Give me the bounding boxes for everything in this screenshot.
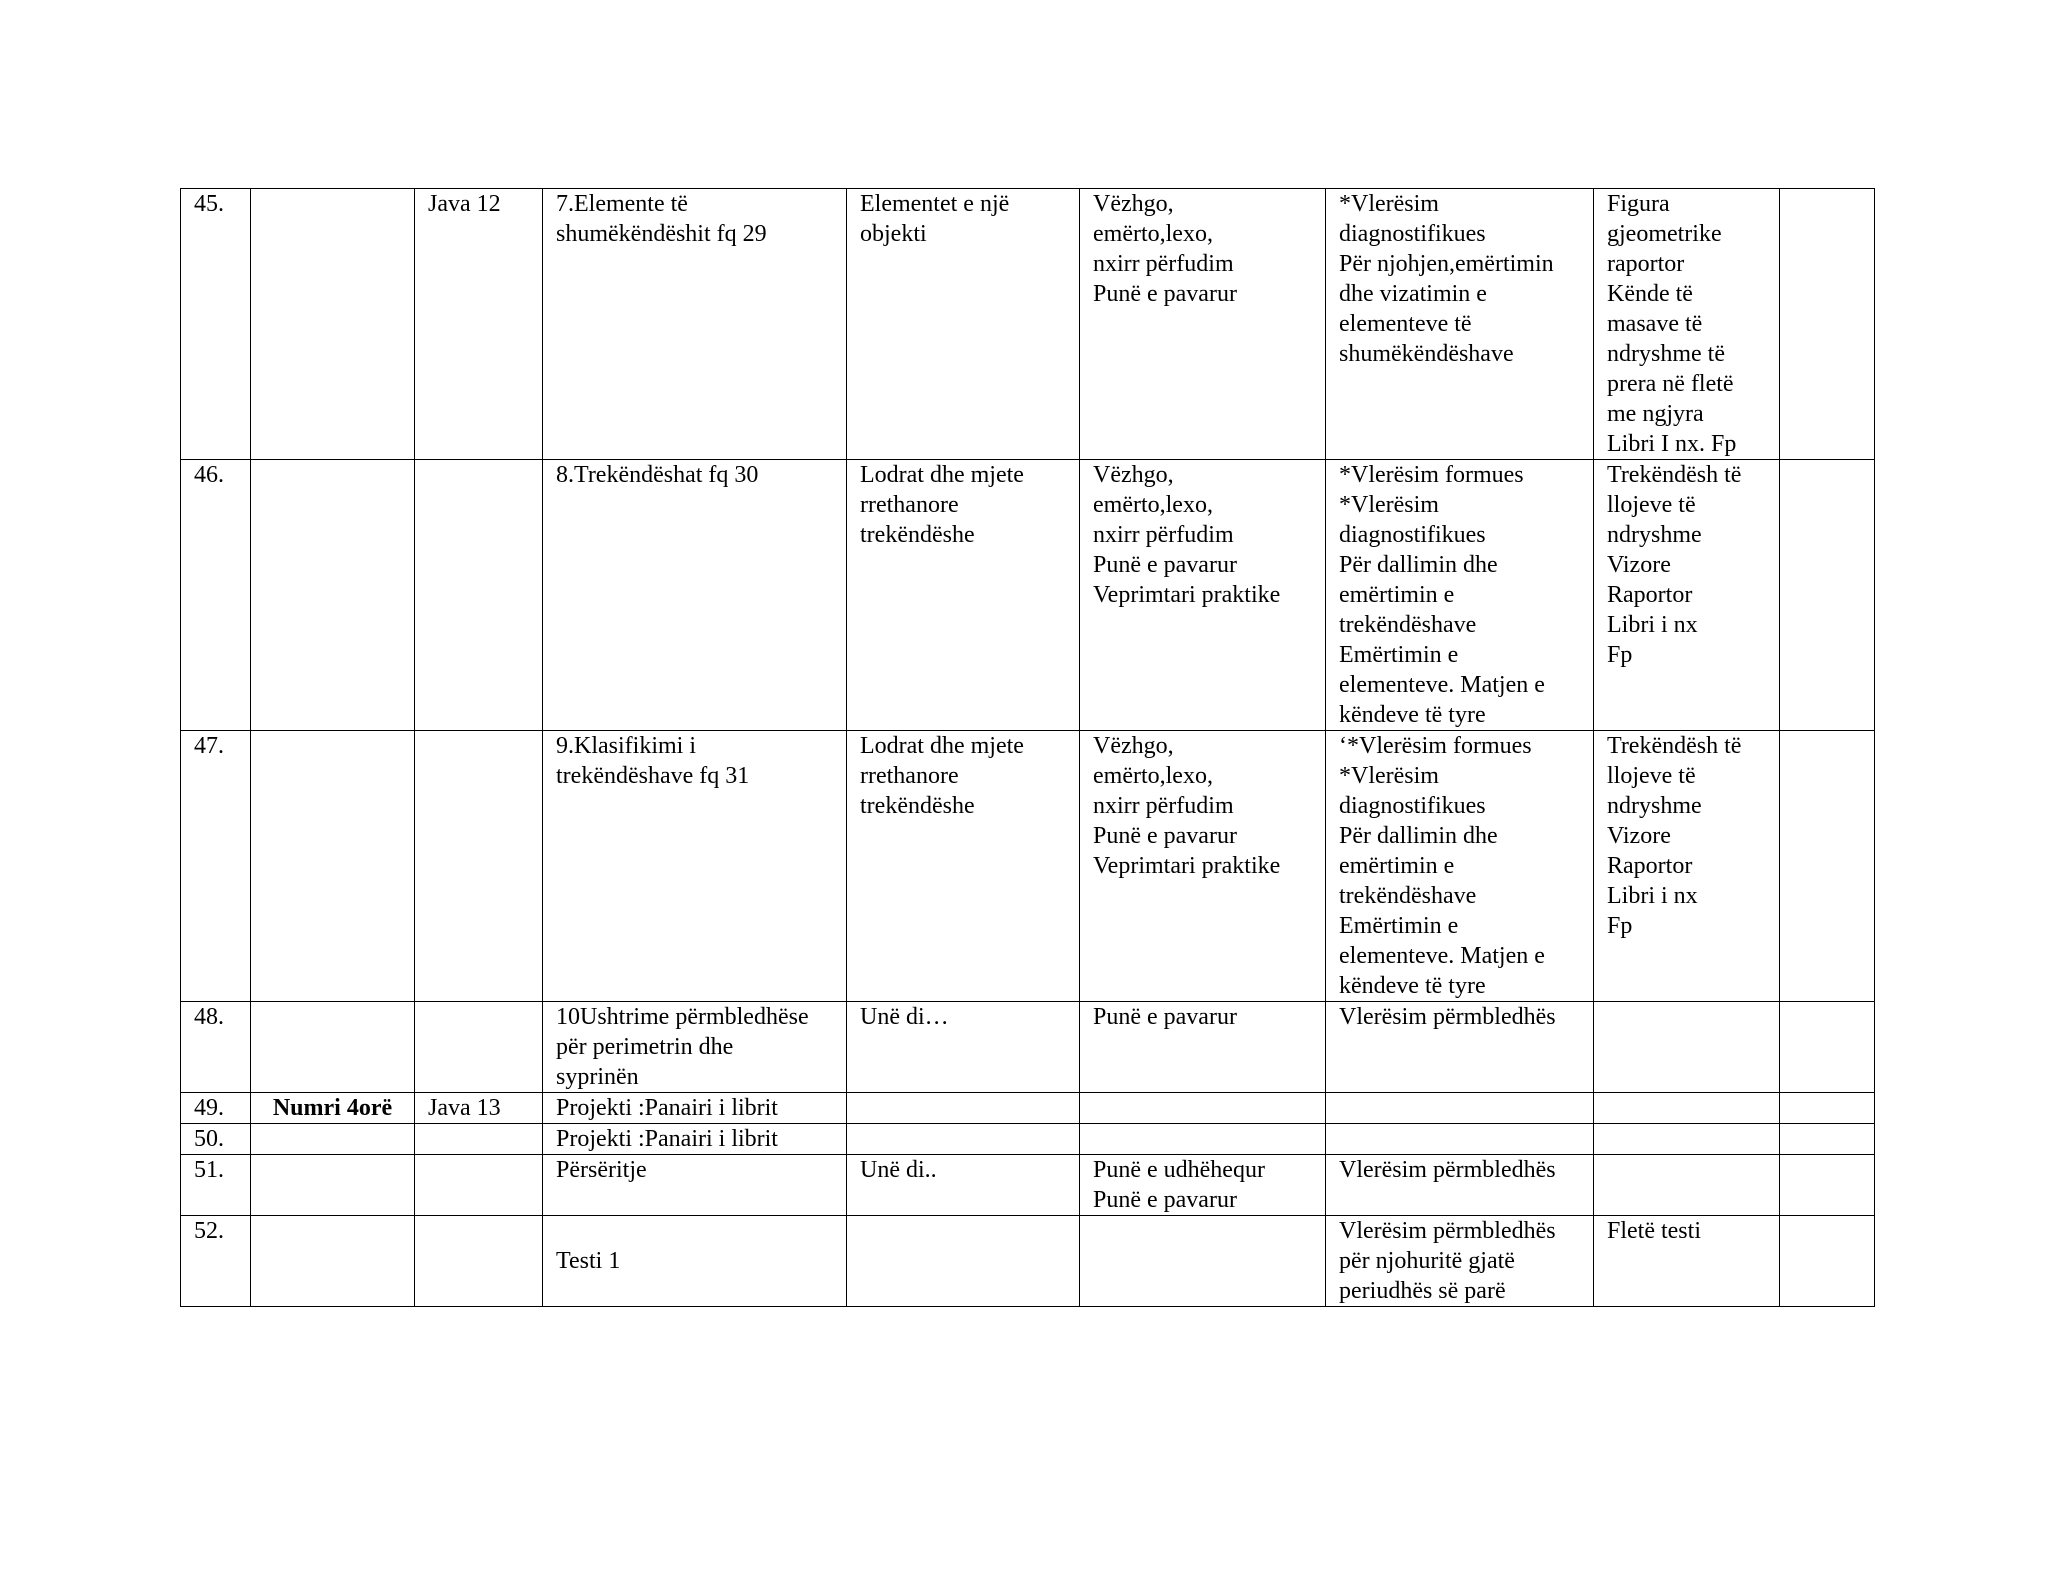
situation-cell <box>847 1093 1080 1124</box>
methods-cell <box>1080 1124 1326 1155</box>
week-cell <box>415 1124 543 1155</box>
resources-cell: Fletë testi <box>1594 1216 1780 1307</box>
lesson-cell: 9.Klasifikimi i trekëndëshave fq 31 <box>543 731 847 1002</box>
situation-cell <box>847 1124 1080 1155</box>
methods-cell: Vëzhgo, emërto,lexo, nxirr përfudim Punë e pavarur <box>1080 189 1326 460</box>
lesson-cell: Përsëritje <box>543 1155 847 1216</box>
methods-cell <box>1080 1216 1326 1307</box>
methods-cell: Vëzhgo, emërto,lexo, nxirr përfudim Punë e pavarur Veprimtari praktike <box>1080 460 1326 731</box>
week-cell: Java 12 <box>415 189 543 460</box>
situation-cell: Elementet e një objekti <box>847 189 1080 460</box>
assessment-cell: Vlerësim përmbledhës <box>1326 1155 1594 1216</box>
methods-cell: Punë e udhëhequr Punë e pavarur <box>1080 1155 1326 1216</box>
table-row <box>181 731 1875 1002</box>
table-row <box>181 1216 1875 1307</box>
notes-cell <box>1780 460 1875 731</box>
lesson-cell: Projekti :Panairi i librit <box>543 1093 847 1124</box>
lesson-cell: Testi 1 <box>543 1216 847 1307</box>
notes-cell <box>1780 1093 1875 1124</box>
resources-cell <box>1594 1002 1780 1093</box>
table-row <box>181 189 1875 460</box>
row-number: 46. <box>181 460 251 731</box>
notes-cell <box>1780 1216 1875 1307</box>
notes-cell <box>1780 1124 1875 1155</box>
week-cell <box>415 1216 543 1307</box>
resources-cell <box>1594 1093 1780 1124</box>
situation-cell <box>847 1216 1080 1307</box>
row-number: 45. <box>181 189 251 460</box>
lesson-cell: 8.Trekëndëshat fq 30 <box>543 460 847 731</box>
topic-area-cell: Numri 4orë <box>251 1093 415 1124</box>
row-number: 47. <box>181 731 251 1002</box>
lesson-plan-table <box>180 188 1875 1307</box>
notes-cell <box>1780 1155 1875 1216</box>
situation-cell: Lodrat dhe mjete rrethanore trekëndëshe <box>847 460 1080 731</box>
notes-cell <box>1780 1002 1875 1093</box>
resources-cell: Figura gjeometrike raportor Kënde të masave të ndryshme të prera në fletë me ngjyra Libri I nx. Fp <box>1594 189 1780 460</box>
table-row <box>181 1093 1875 1124</box>
row-number: 50. <box>181 1124 251 1155</box>
resources-cell <box>1594 1155 1780 1216</box>
row-number: 51. <box>181 1155 251 1216</box>
row-number: 52. <box>181 1216 251 1307</box>
assessment-cell: Vlerësim përmbledhës për njohuritë gjatë periudhës së parë <box>1326 1216 1594 1307</box>
resources-cell: Trekëndësh të llojeve të ndryshme Vizore Raportor Libri i nx Fp <box>1594 731 1780 1002</box>
resources-cell: Trekëndësh të llojeve të ndryshme Vizore Raportor Libri i nx Fp <box>1594 460 1780 731</box>
lesson-cell: 10Ushtrime përmbledhëse për perimetrin dhe syprinën <box>543 1002 847 1093</box>
week-cell <box>415 1002 543 1093</box>
week-cell <box>415 731 543 1002</box>
methods-cell: Vëzhgo, emërto,lexo, nxirr përfudim Punë e pavarur Veprimtari praktike <box>1080 731 1326 1002</box>
methods-cell <box>1080 1093 1326 1124</box>
methods-cell: Punë e pavarur <box>1080 1002 1326 1093</box>
assessment-cell: Vlerësim përmbledhës <box>1326 1002 1594 1093</box>
situation-cell: Unë di… <box>847 1002 1080 1093</box>
topic-area-cell <box>251 1124 415 1155</box>
table-row <box>181 460 1875 731</box>
notes-cell <box>1780 189 1875 460</box>
table-row <box>181 1155 1875 1216</box>
assessment-cell: *Vlerësim formues *Vlerësim diagnostifikues Për dallimin dhe emërtimin e trekëndëshave Emërtimin e elementeve. Matjen e këndeve të tyre <box>1326 460 1594 731</box>
table-row <box>181 1002 1875 1093</box>
situation-cell: Lodrat dhe mjete rrethanore trekëndëshe <box>847 731 1080 1002</box>
row-number: 49. <box>181 1093 251 1124</box>
topic-area-cell <box>251 1155 415 1216</box>
assessment-cell: ‘*Vlerësim formues *Vlerësim diagnostifikues Për dallimin dhe emërtimin e trekëndëshave Emërtimin e elementeve. Matjen e këndeve të tyre <box>1326 731 1594 1002</box>
notes-cell <box>1780 731 1875 1002</box>
assessment-cell: *Vlerësim diagnostifikues Për njohjen,emërtimin dhe vizatimin e elementeve të shumëkëndëshave <box>1326 189 1594 460</box>
topic-area-cell <box>251 189 415 460</box>
situation-cell: Unë di.. <box>847 1155 1080 1216</box>
lesson-cell: Projekti :Panairi i librit <box>543 1124 847 1155</box>
week-cell <box>415 1155 543 1216</box>
week-cell: Java 13 <box>415 1093 543 1124</box>
table-row <box>181 1124 1875 1155</box>
assessment-cell <box>1326 1124 1594 1155</box>
resources-cell <box>1594 1124 1780 1155</box>
assessment-cell <box>1326 1093 1594 1124</box>
topic-area-cell <box>251 1002 415 1093</box>
week-cell <box>415 460 543 731</box>
topic-area-cell <box>251 460 415 731</box>
row-number: 48. <box>181 1002 251 1093</box>
topic-area-cell <box>251 731 415 1002</box>
topic-area-cell <box>251 1216 415 1307</box>
lesson-cell: 7.Elemente të shumëkëndëshit fq 29 <box>543 189 847 460</box>
